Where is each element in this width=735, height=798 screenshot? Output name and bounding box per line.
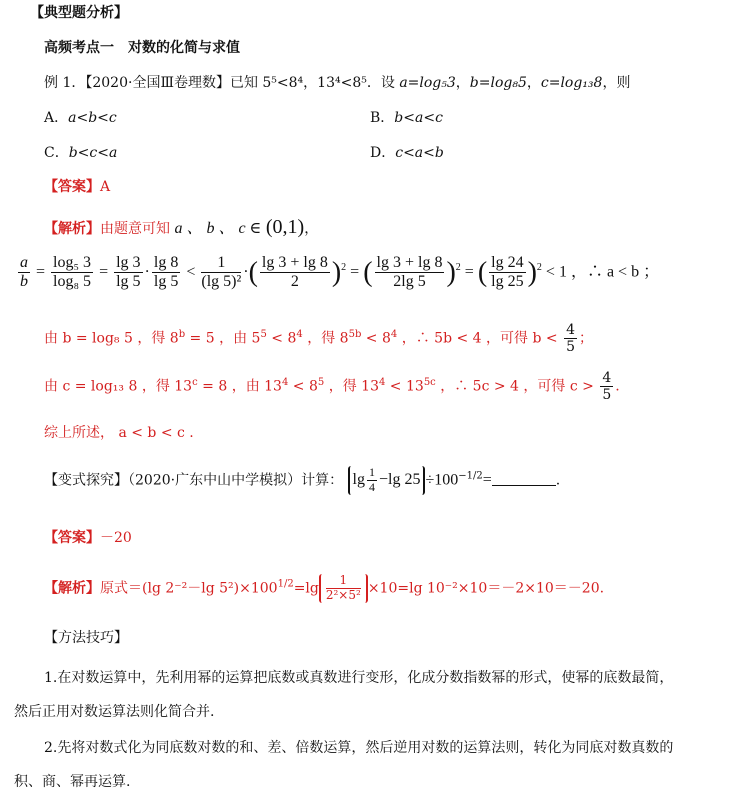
variant-answer: 【答案】－20	[44, 530, 132, 546]
section-heading: 【典型题分析】	[30, 5, 128, 21]
example-source: 【2020·全国Ⅲ卷理数】	[85, 75, 230, 91]
answer-label: 【答案】	[44, 179, 100, 195]
b-definition: b=log₈5	[469, 75, 527, 91]
c-definition: c=log₁₃8	[540, 75, 603, 91]
a-definition: a=log₅3	[399, 75, 456, 91]
example-stem: 例 1．【2020·全国Ⅲ卷理数】已知 5⁵<8⁴，13⁴<8⁵．设 a=log₅3，b=log₈5，c=log₁₃8，则	[44, 75, 631, 91]
answer-value: A	[100, 179, 111, 195]
summary: 综上所述， a < b < c .	[44, 425, 194, 441]
example-stem-prefix: 已知 5⁵<8⁴，13⁴<8⁵．设	[229, 75, 400, 91]
example-analysis-intro: 【解析】由题意可知 a 、 b 、 c ∈ (0,1)，	[44, 216, 319, 238]
option-c: C．b<c<a	[44, 145, 118, 161]
example-stem-suffix: ，则	[602, 75, 631, 91]
option-d: D．c<a<b	[370, 145, 444, 161]
tip-2-line-1: 2.先将对数式化为同底数对数的和、差、倍数运算，然后逆用对数的运算法则，转化为同底对数真数的	[44, 740, 674, 756]
tips-title: 【方法技巧】	[44, 630, 128, 646]
variant-label: 【变式探究】	[44, 472, 128, 489]
variant-problem: 【变式探究】（2020·广东中山中学模拟）计算： lg $\frac{1}{4}$ −lg $25 \div 100^{-1/2}=$ .	[44, 465, 561, 494]
b-derivation: 由 b = log₈ 5 ，得 $8^b = 5$ ，由 $5^5 < 8^4$ ，得 $8^{5b} < 8^4$ ，∴ 5b < 4 ，可得 b < $\frac{4}{5}$ ；	[44, 322, 593, 356]
example-label: 例 1．	[44, 75, 86, 91]
variant-expression: lg $\frac{1}{4}$ −lg 25	[348, 466, 426, 495]
example-answer	[44, 176, 110, 196]
c-derivation: 由 c = log₁₃ 8 ，得 $13^c = 8$ ，由 $13^4 < 8^5$ ，得 $13^4 < 13^{5c}$ ，∴ 5c > 4 ，可得 c > $\frac{4}{5}$ .	[44, 370, 620, 404]
variant-analysis: 【解析】原式＝(lg 2⁻²－lg $5^2)\times 100^{1/2}=\lg$ $\frac{1}{\text{2²×5²}}$ ×10=lg 10⁻²×10＝－2×10＝－20.	[44, 573, 605, 602]
ratio-derivation: $\frac{a}{b}$ = $\frac{\text{log₅ 3}}{\text{log₈ 5}}$ = $\frac{\lg 3}{\lg 5}$ · $\frac{\lg 8}{\lg 5}$ < $\frac{1}{\text{(lg 5)²}}$ ·( $\frac{\lg 3 + \lg 8}{2}$ )$^2$ = ( $\frac{\lg 3 + \lg 8}{2\lg 5}$ )$^2$ = ( $\frac{\lg 24}{\lg 25}$ )$^2$ < 1 ，∴ a < b ；	[20, 254, 660, 291]
option-b: B．b<a<c	[370, 110, 443, 126]
tip-1-line-2: 然后正用对数运算法则化简合并.	[14, 704, 215, 720]
option-a: A．a<b<c	[44, 110, 117, 126]
analysis-label: 【解析】	[44, 221, 100, 237]
variant-source: （2020·广东中山中学模拟）	[128, 472, 302, 489]
answer-blank	[492, 471, 556, 486]
tip-2-line-2: 积、商、幂再运算.	[14, 774, 131, 790]
tip-1-line-1: 1.在对数运算中，先利用幂的运算把底数或真数进行变形，化成分数指数幂的形式，使幂的底数最简，	[44, 670, 674, 686]
topic-heading: 高频考点一 对数的化简与求值	[44, 40, 240, 56]
